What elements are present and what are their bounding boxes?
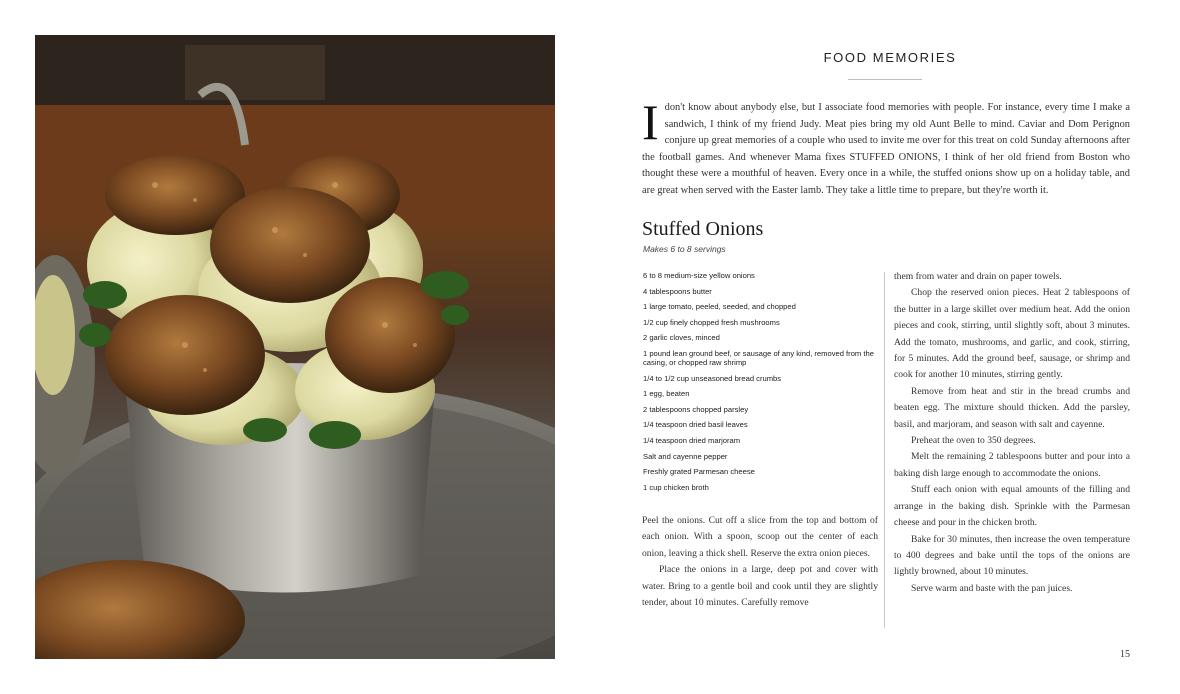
ingredient-list: [643, 271, 883, 498]
stuffed-onions-photo: [35, 35, 555, 659]
method-column-left: [642, 513, 878, 611]
method-paragraph: Peel the onions. Cut off a slice from the top and bottom of each onion. With a spoon, scoop out the center of each onion, leaving a thick shell. Reserve the extra onion pieces.: [642, 515, 878, 559]
recipe-yield: Makes 6 to 8 servings: [643, 244, 726, 254]
method-paragraph: Stuff each onion with equal amounts of the filling and arrange in the baking dish. Sprinkle with the Parmesan cheese and pour in the chicken broth.: [894, 484, 1130, 529]
ingredient-item: Freshly grated Parmesan cheese: [643, 467, 755, 477]
ingredient-item: 1 pound lean ground beef, or sausage of any kind, removed from the casing, or chopped raw shrimp: [643, 348, 874, 367]
ingredient-item: Salt and cayenne pepper: [643, 451, 728, 461]
ingredient-item: 1 cup chicken broth: [643, 482, 709, 492]
ingredient-item: 2 tablespoons chopped parsley: [643, 404, 749, 414]
intro-text: don't know about anybody else, but I associate food memories with people. For instance, every time I make a sandwich, I think of my friend Judy. Meat pies bring my old Aunt Belle to mind. Caviar and Dom Perignon conjure up great memories of a couple who used to invite me over for this treat on cold Sunday afternoons after the football games. And whenever Mama fixes STUFFED ONIONS, I think of her old friend from Boston who thought these were a mouthful of heaven. Every once in a while, the stuffed onions show up on a holiday table, and are great when served with the Easter lamb. They take a little time to prepare, but they're worth it.: [642, 102, 1130, 196]
method-paragraph: Melt the remaining 2 tablespoons butter and pour into a baking dish large enough to accommodate the onions.: [894, 451, 1130, 479]
heading-rule: [848, 79, 922, 80]
column-divider: [884, 272, 885, 628]
method-paragraph: them from water and drain on paper towels.: [894, 271, 1062, 282]
intro-paragraph: [642, 94, 1130, 200]
ingredient-item: 1/2 cup finely chopped fresh mushrooms: [643, 317, 780, 327]
ingredient-item: 1 egg, beaten: [643, 389, 690, 399]
method-column-right: [894, 269, 1130, 597]
ingredient-item: 1 large tomato, peeled, seeded, and chopped: [643, 302, 796, 312]
recipe-title: Stuffed Onions: [642, 218, 764, 240]
ingredient-item: 1/4 teaspoon dried marjoram: [643, 435, 741, 445]
method-paragraph: Remove from heat and stir in the bread crumbs and beaten egg. The mixture should thicken. Add the parsley, basil, and marjoram, and season with salt and cayenne.: [894, 385, 1130, 430]
ingredient-item: 1/4 teaspoon dried basil leaves: [643, 420, 748, 430]
section-heading: FOOD MEMORIES: [823, 50, 957, 65]
ingredient-item: 4 tablespoons butter: [643, 286, 712, 296]
ingredient-item: 1/4 to 1/2 cup unseasoned bread crumbs: [643, 373, 782, 383]
page-number: 15: [1120, 649, 1130, 660]
method-paragraph: Place the onions in a large, deep pot and cover with water. Bring to a gentle boil and cook until they are slightly tender, about 10 minutes. Carefully remove: [642, 564, 878, 609]
ingredient-item: 2 garlic cloves, minced: [643, 333, 720, 343]
ingredient-item: 6 to 8 medium-size yellow onions: [643, 271, 755, 280]
method-paragraph: Chop the reserved onion pieces. Heat 2 tablespoons of the butter in a large skillet over medium heat. Add the onion pieces and cook, stirring, until slightly soft, about 3 minutes. Add the tomato, mushrooms, and garlic, and cook, stirring, for 5 minutes. Add the ground beef, sausage, or shrimp and cook for another 10 minutes, stirring gently.: [894, 287, 1130, 381]
drop-cap: I: [642, 94, 659, 150]
method-paragraph: Bake for 30 minutes, then increase the oven temperature to 400 degrees and bake until the tops of the onions are lightly browned, about 10 minutes.: [894, 533, 1130, 578]
method-paragraph: Serve warm and baste with the pan juices.: [911, 582, 1073, 594]
method-paragraph: Preheat the oven to 350 degrees.: [911, 435, 1036, 447]
